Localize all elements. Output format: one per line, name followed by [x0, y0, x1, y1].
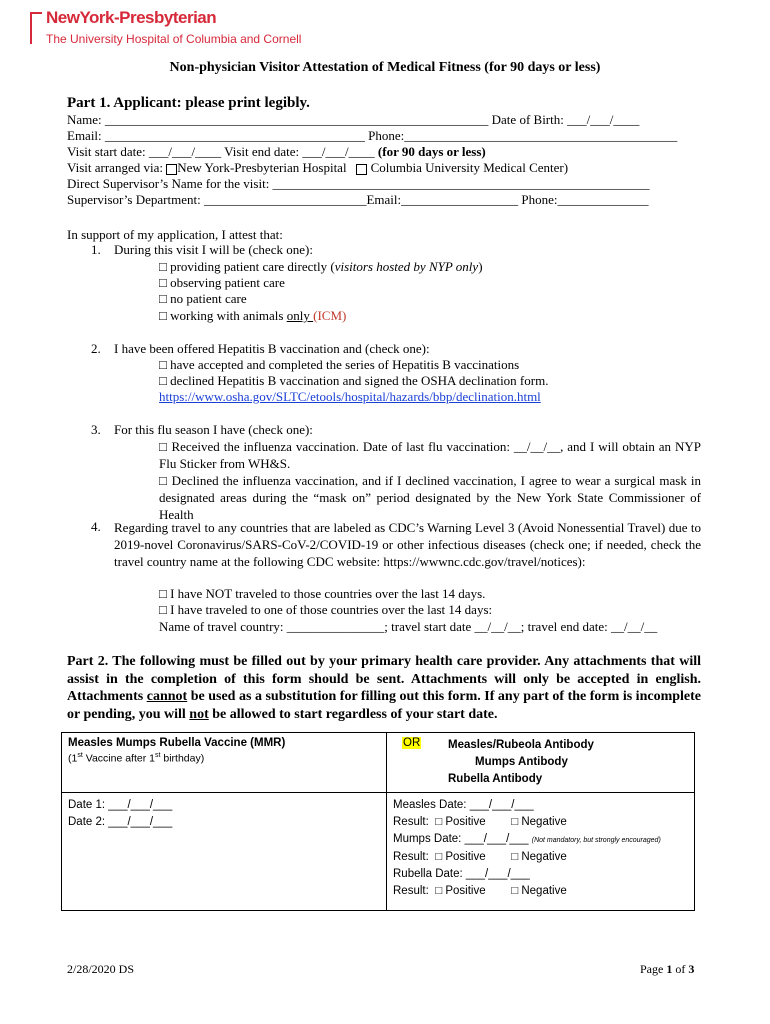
result-label: Result:	[393, 816, 429, 828]
measles-date-field[interactable]: Measles Date: ___/___/___	[393, 799, 534, 811]
q2-text: I have been offered Hepatitis B vaccination and (check one):	[114, 341, 430, 356]
mumps-antibody-title: Mumps Antibody	[475, 756, 568, 768]
q1-option-1-close: )	[478, 259, 483, 274]
note-sup-2: st	[154, 752, 161, 759]
rubella-positive-checkbox[interactable]: □ Positive	[435, 885, 486, 897]
page-of: of	[672, 962, 689, 976]
part2-text-3: be allowed to start regardless of your start date.	[208, 706, 498, 722]
mmr-vaccine-note	[68, 752, 380, 765]
mumps-date-row	[393, 831, 688, 849]
part1-heading: Part 1. Applicant: please print legibly.	[67, 95, 310, 111]
q2-number: 2.	[91, 341, 101, 356]
positive-label: Positive	[445, 851, 486, 863]
result-label: Result:	[393, 851, 429, 863]
visit-dates-limit: (for 90 days or less)	[377, 144, 486, 159]
cumc-option-label: Columbia University Medical Center)	[370, 160, 569, 175]
rubella-antibody-title: Rubella Antibody	[448, 773, 543, 785]
part2-instructions	[67, 653, 701, 723]
rubella-date-field[interactable]: Rubella Date: ___/___/___	[393, 868, 530, 880]
q3-option-received[interactable]: □ Received the influenza vaccination. Date of last flu vaccination: __/__/__, and I will obtain an NYP Flu Sticker from WH&S.	[159, 439, 701, 471]
part2-not: not	[189, 706, 209, 722]
mumps-date-field[interactable]: Mumps Date: ___/___/___	[393, 833, 529, 845]
name-dob-line[interactable]: Name: ___________________________________________________________ Date of Birth: ___/___/____	[67, 112, 640, 127]
negative-label: Negative	[521, 816, 567, 828]
page-total: 3	[688, 962, 695, 976]
q3-option-declined[interactable]: □ Declined the influenza vaccination, and if I declined vaccination, I agree to wear a surgical mask in designated areas during the “mask on” period designated by the New York State Commissioner of Health	[159, 473, 701, 522]
nyp-option-label: New York-Presbyterian Hospital	[177, 160, 347, 175]
q1-option-animals[interactable]	[159, 308, 346, 324]
q4-option-not-traveled[interactable]: □ I have NOT traveled to those countries over the last 14 days.	[159, 586, 486, 601]
mumps-positive-checkbox[interactable]: □ Positive	[435, 851, 486, 863]
footer-date: 2/28/2020 DS	[67, 962, 135, 976]
q4-option-traveled[interactable]: □ I have traveled to one of those countries over the last 14 days:	[159, 602, 493, 617]
form-title: Non-physician Visitor Attestation of Medical Fitness (for 90 days or less)	[169, 60, 601, 75]
q1-option-1-text: □ providing patient care directly (	[159, 259, 335, 274]
mmr-header-left	[62, 733, 387, 793]
visit-dates-text: Visit start date: ___/___/____ Visit end date: ___/___/____	[67, 144, 378, 159]
page-current: 1	[666, 962, 673, 976]
note-part-1: (1	[68, 752, 78, 765]
q2-option-declined[interactable]: □ declined Hepatitis B vaccination and signed the OSHA declination form.	[159, 373, 549, 388]
mmr-vaccine-title: Measles Mumps Rubella Vaccine (MMR)	[68, 737, 286, 749]
page-label: Page	[640, 962, 667, 976]
q1-option-observing[interactable]: □ observing patient care	[159, 275, 285, 290]
osha-declination-link[interactable]: https://www.osha.gov/SLTC/etools/hospital/hazards/bbp/declination.html	[159, 389, 541, 404]
part2-text-2: be used as a substitution for filling out this form. If any part of the form is incomplete or pending, you will	[67, 689, 701, 722]
negative-label: Negative	[521, 885, 567, 897]
nyp-checkbox[interactable]	[166, 164, 177, 175]
part2-cannot: cannot	[146, 689, 188, 704]
q1-number: 1.	[91, 242, 101, 257]
attest-intro: In support of my application, I attest that:	[67, 227, 283, 242]
note-sup-1: st	[77, 752, 83, 759]
mmr-table	[61, 732, 695, 911]
email-phone-line[interactable]: Email: ________________________________________ Phone:__________________________________________	[67, 128, 678, 143]
measles-antibody-title: Measles/Rubeola Antibody	[448, 739, 594, 751]
logo-subtitle: The University Hospital of Columbia and Cornell	[46, 32, 302, 46]
positive-label: Positive	[445, 816, 486, 828]
measles-positive-checkbox[interactable]: □ Positive	[435, 816, 486, 828]
date-2-field[interactable]: Date 2: ___/___/___	[68, 816, 173, 828]
measles-negative-checkbox[interactable]: □ Negative	[511, 816, 567, 828]
logo-name: NewYork-Presbyterian	[46, 8, 217, 27]
mumps-result-row	[393, 849, 688, 866]
rubella-negative-checkbox[interactable]: □ Negative	[511, 885, 567, 897]
part2-text-1: Part 2. The following must be filled out by your primary health care provider. Any attachments that will assist in the completion of this form should be sent. Attachments will only be accepted in english. Attachments	[67, 654, 701, 704]
q3-number: 3.	[91, 422, 101, 437]
mumps-note: (Not mandatory, but strongly encouraged)	[531, 837, 661, 844]
travel-details-line[interactable]: Name of travel country: _______________; travel start date __/__/__; travel end date: __/__/__	[159, 619, 658, 634]
mmr-header-right	[387, 733, 695, 793]
negative-label: Negative	[521, 851, 567, 863]
q1-option-no-care[interactable]: □ no patient care	[159, 291, 247, 306]
q1-option-4-icm: (ICM)	[313, 308, 347, 323]
q2-option-accepted[interactable]: □ have accepted and completed the series of Hepatitis B vaccinations	[159, 357, 520, 372]
visit-arranged-label: Visit arranged via:	[67, 160, 167, 175]
visit-dates-line[interactable]	[67, 144, 486, 160]
q1-option-patient-care[interactable]	[159, 259, 483, 275]
q4-number: 4.	[91, 519, 101, 534]
department-line[interactable]: Supervisor’s Department: _________________________Email:__________________ Phone:______________	[67, 192, 649, 207]
q1-option-1-note: visitors hosted by NYP only	[334, 259, 479, 274]
antibody-titles	[448, 737, 688, 788]
q3-text: For this flu season I have (check one):	[114, 422, 313, 437]
note-part-2: Vaccine after 1	[82, 752, 155, 765]
or-highlight: OR	[403, 737, 421, 749]
note-part-3: birthday)	[160, 752, 205, 765]
supervisor-line[interactable]: Direct Supervisor’s Name for the visit: __________________________________________________________	[67, 176, 650, 191]
page-number	[640, 962, 694, 977]
positive-label: Positive	[445, 885, 486, 897]
mumps-negative-checkbox[interactable]: □ Negative	[511, 851, 567, 863]
antibody-results-cell	[387, 793, 695, 911]
date-1-field[interactable]: Date 1: ___/___/___	[68, 799, 173, 811]
q1-option-4-text: □ working with animals	[159, 308, 287, 323]
result-label: Result:	[393, 885, 429, 897]
cumc-checkbox[interactable]	[356, 164, 367, 175]
rubella-result-row	[393, 883, 688, 900]
vaccine-dates-cell	[62, 793, 387, 911]
q1-option-4-only: only	[286, 308, 314, 323]
visit-arranged-line	[67, 160, 568, 176]
logo-bracket-mark	[30, 12, 42, 44]
q1-text: During this visit I will be (check one):	[114, 242, 313, 257]
measles-result-row	[393, 814, 688, 831]
q4-text: Regarding travel to any countries that are labeled as CDC’s Warning Level 3 (Avoid Nonessential Travel) due to 2019-novel Coronavirus/SARS-CoV-2/COVID-19 or other infectious diseases (check one; if needed, check the travel country name at the following CDC website: https://wwwnc.cdc.gov/travel/notices):	[114, 520, 701, 569]
